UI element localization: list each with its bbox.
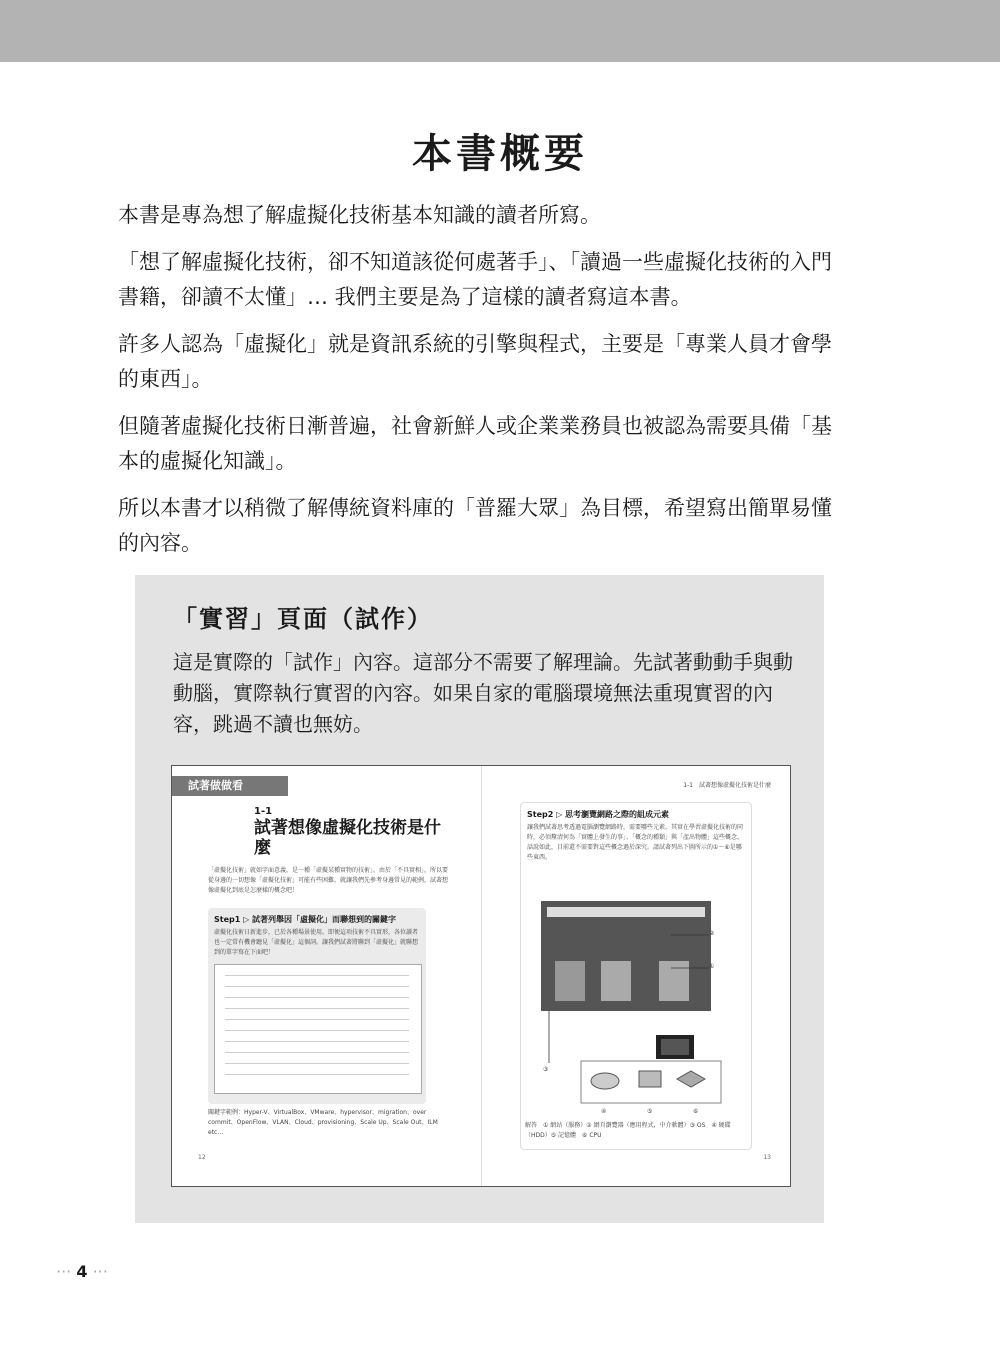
intro-paragraph: 但隨著虛擬化技術日漸普遍，社會新鮮人或企業業務員也被認為需要具備「基本的虛擬化知識」。 [118, 414, 832, 473]
step1-card [208, 908, 426, 1104]
left-page-number: 12 [198, 1154, 206, 1161]
left-page [172, 766, 481, 1186]
practice-box [135, 575, 824, 1223]
dots-decoration: ··· [56, 1262, 77, 1281]
intro-paragraph: 許多人認為「虛擬化」就是資訊系統的引擎與程式，主要是「專業人員才會學的東西」。 [118, 332, 832, 391]
marker-6: ⑥ [693, 1108, 699, 1115]
left-paragraph: 「虛擬化技術」就如字面意義，是一種「虛擬某種實物的技術」。由於「不具實相」，所以要從身邊的一切想像「虛擬化技術」可能有些困難。就讓我們先參考身邊常見的範例，試著想像虛擬化到底是怎麼樣的概念吧！ [208, 867, 449, 894]
page-title: 本書概要 [412, 131, 588, 177]
keyword-examples: 關鍵字範例：Hyper-V、VirtualBox、VMware、hypervisor、migration、over commit、OpenFlow、VLAN、Cloud、provisioning、Scale Up、Scale Out、ILM etc… [208, 1109, 438, 1136]
step2-title: Step2 ▷ 思考瀏覽網路之際的組成元素 [527, 810, 670, 819]
page-number [56, 1262, 108, 1281]
step2-card [520, 802, 752, 1150]
step2-text: 讓我們試著思考透過電腦瀏覽網路時，需要哪些元素。其實在學習虛擬化技術的同時，必須釐清何為「實體上發生的事」、「概念的種類」與「產出物體」這些概念。話說如此，目前還不需要對這些概念過於深究。請試著列出下圖所示的①～⑥是哪些東西。 [527, 824, 744, 861]
marker-1: ① [709, 963, 715, 970]
marker-2: ② [709, 930, 715, 937]
intro-text [118, 198, 848, 573]
sample-spread [171, 765, 791, 1187]
step1-text: 虛擬化技術日新進步，已於各種場景使用。即便這項技術不具實形，各位讀者也一定常有機會聽見「虛擬化」這個詞。讓我們試著將聯到「虛擬化」就聯想到的單字寫在下面吧！ [214, 929, 419, 956]
intro-paragraph: 所以本書才以稍微了解傳統資料庫的「普羅大眾」為目標，希望寫出簡單易懂的內容。 [118, 496, 832, 555]
section-title: 試著想像虛擬化技術是什麼 [254, 818, 441, 858]
marker-5: ⑤ [647, 1108, 653, 1115]
diagram-overlay [521, 803, 751, 1149]
dots-decoration: ··· [87, 1262, 108, 1281]
top-band [0, 0, 1000, 62]
answer-lines [214, 964, 422, 1094]
right-header: 1-1 試著想像虛擬化技術是什麼 [683, 782, 771, 789]
page-number-value: 4 [76, 1262, 88, 1281]
right-page-number: 13 [763, 1154, 771, 1161]
marker-4: ④ [601, 1108, 607, 1115]
box-title: 「實習」頁面（試作） [173, 605, 433, 633]
box-text: 這是實際的「試作」內容。這部分不需要了解理論。先試著動動手與動動腦，實際執行實習的內容。如果自家的電腦環境無法重現實習的內容，跳過不讀也無妨。 [173, 650, 793, 736]
step1-title: Step1 ▷ 試著列舉因「虛擬化」而聯想到的關鍵字 [214, 915, 397, 924]
marker-3: ③ [543, 1066, 549, 1073]
section-tag: 試著做做看 [172, 776, 288, 796]
intro-paragraph: 「想了解虛擬化技術，卻不知道該從何處著手」、「讀過一些虛擬化技術的入門書籍，卻讀不太懂」… 我們主要是為了這樣的讀者寫這本書。 [118, 250, 832, 309]
intro-paragraph: 本書是專為想了解虛擬化技術基本知識的讀者所寫。 [118, 203, 601, 227]
section-number: 1-1 [254, 806, 273, 817]
right-page [481, 766, 791, 1186]
answer-text: 解答 ① 網站（服務）② 網頁瀏覽器（應用程式，中介軟體）③ OS ④ 硬碟（HDD）⑤ 記憶體 ⑥ CPU [525, 1122, 731, 1139]
